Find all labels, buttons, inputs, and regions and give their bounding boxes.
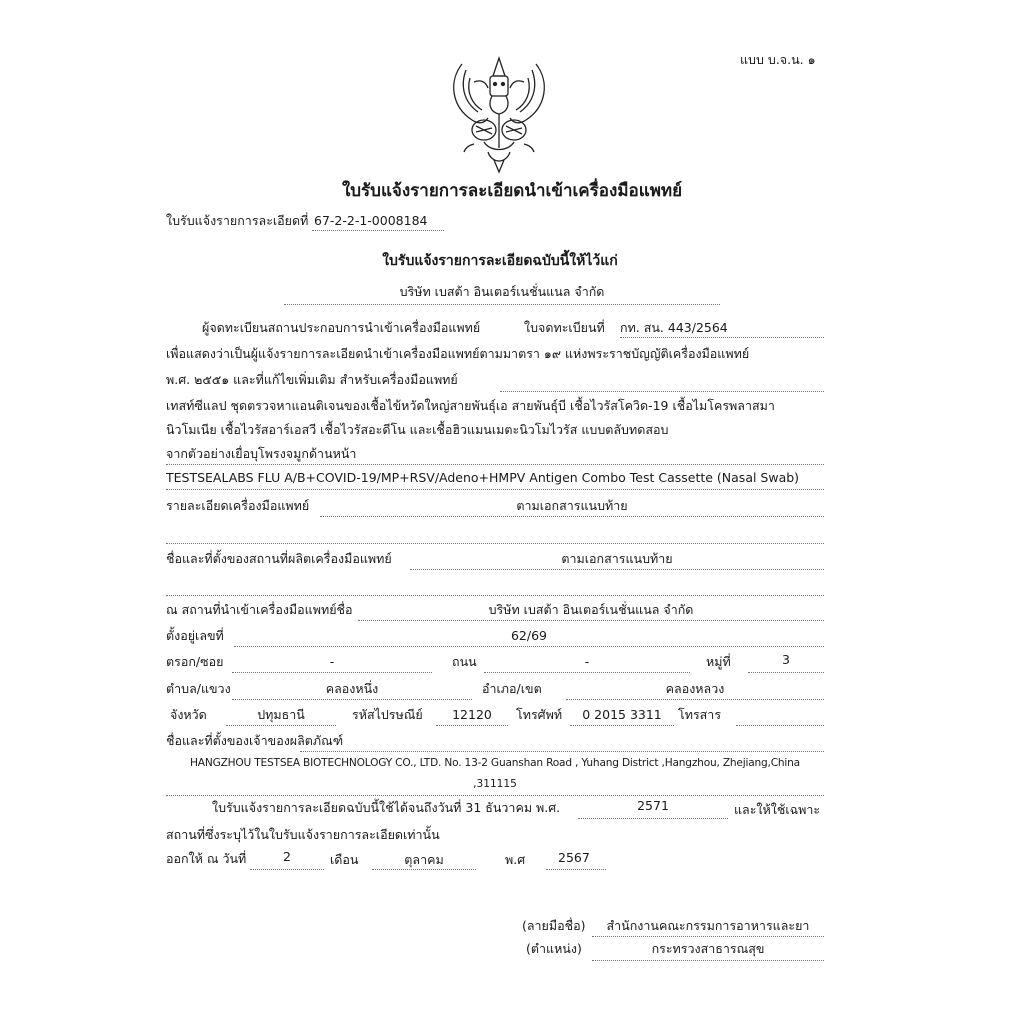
license-line [620,337,824,338]
fax-line [736,725,824,726]
import-site-label: ณ สถานที่นำเข้าเครื่องมือแพทย์ชื่อ [166,602,353,617]
statement-line-1: เพื่อแสดงว่าเป็นผู้แจ้งรายการละเอียดนำเข้าเครื่องมือแพทย์ตามมาตรา ๑๙ แห่งพระราชบัญญัติเครื่องมือแพทย์ [166,346,750,361]
position-line [592,960,824,961]
device-thai-line [166,464,824,465]
phone-line [570,725,674,726]
address-number-label: ตั้งอยู่เลขที่ [166,628,224,643]
postal-label: รหัสไปรษณีย์ [352,707,423,722]
address-number-line [234,646,824,647]
import-site-line [358,620,824,621]
device-thai-line-2: นิวโมเนีย เชื้อไวรัสอาร์เอสวี เชื้อไวรัสอะดีโน และเชื้อฮิวแมนเมตะนิวโมไวรัส แบบตลับทดสอบ [166,422,669,437]
blank-line [166,543,824,544]
validity-year-line [578,818,728,819]
validity-line-2: สถานที่ซึ่งระบุไว้ในใบรับแจ้งรายการละเอียดเท่านั้น [166,827,440,842]
phone-label: โทรศัพท์ [516,707,563,722]
position-label: (ตำแหน่ง) [526,941,582,956]
road-value: - [584,654,590,669]
license-label: ใบจดทะเบียนที่ [524,320,605,335]
manufacturer-value: ตามเอกสารแนบท้าย [561,551,673,566]
soi-label: ตรอก/ซอย [166,654,224,669]
owner-label-line [300,751,824,752]
license-value: กท. สน. 443/2564 [620,320,728,335]
device-details-line [320,516,824,517]
form-code: แบบ บ.จ.น. ๑ [740,52,816,67]
address-number-value: 62/69 [510,628,548,643]
province-value: ปทุมธานี [257,707,305,722]
issued-label: ออกให้ ณ วันที่ [166,851,247,866]
device-details-label: รายละเอียดเครื่องมือแพทย์ [166,498,310,513]
moo-line [748,672,824,673]
issued-year-line [546,869,606,870]
moo-label: หมู่ที่ [706,654,731,669]
device-english: TESTSEALABS FLU A/B+COVID-19/MP+RSV/Adeno+HMPV Antigen Combo Test Cassette (Nasal Swab) [166,470,800,485]
issued-day-line [250,869,324,870]
issued-year-label: พ.ศ [505,852,526,867]
province-line [226,725,336,726]
registrant-label: ผู้จดทะเบียนสถานประกอบการนำเข้าเครื่องมือแพทย์ [202,320,481,335]
signature-line [592,936,824,937]
phone-value: 0 2015 3311 [582,707,662,722]
district-value: คลองหลวง [665,681,725,696]
soi-value: - [329,654,335,669]
issued-month-label: เดือน [330,852,359,867]
road-line [484,672,690,673]
owner-value-line-2: ,311115 [473,778,517,790]
receipt-no-value: 67-2-2-1-0008184 [314,213,428,228]
subdistrict-value: คลองหนึ่ง [325,681,379,696]
subdistrict-label: ตำบล/แขวง [166,681,231,696]
issued-month-line [372,869,476,870]
device-thai-line-3: จากตัวอย่างเยื่อบุโพรงจมูกด้านหน้า [166,446,357,461]
device-details-value: ตามเอกสารแนบท้าย [516,498,628,513]
receipt-no-line [312,230,444,231]
manufacturer-line [410,569,824,570]
issued-month: ตุลาคม [404,852,444,867]
garuda-emblem-icon [444,52,554,174]
signature-value: สำนักงานคณะกรรมการอาหารและยา [606,918,810,933]
manufacturer-label: ชื่อและที่ตั้งของสถานที่ผลิตเครื่องมือแพทย์ [166,551,392,566]
signature-label: (ลายมือชื่อ) [522,918,586,933]
province-label: จังหวัด [170,707,207,722]
owner-value-line-1: HANGZHOU TESTSEA BIOTECHNOLOGY CO., LTD. No. 13-2 Guanshan Road , Yuhang District ,Hangzhou, Zhejiang,China [190,757,800,769]
device-english-line [166,489,824,490]
receipt-no-label: ใบรับแจ้งรายการละเอียดที่ [166,213,309,228]
subdistrict-line [232,699,472,700]
issued-to-line [284,304,720,305]
import-site-value: บริษัท เบสต้า อินเตอร์เนชั่นแนล จำกัด [488,602,694,617]
fax-label: โทรสาร [678,707,722,722]
soi-line [232,672,432,673]
issued-day: 2 [283,849,291,864]
validity-text: ใบรับแจ้งรายการละเอียดฉบับนี้ใช้ได้จนถึงวันที่ 31 ธันวาคม พ.ศ. [212,800,561,815]
validity-year: 2571 [637,798,669,813]
document-title: ใบรับแจ้งรายการละเอียดนำเข้าเครื่องมือแพทย์ [341,181,683,201]
device-thai-line-1: เทสท์ซีแลป ชุดตรวจหาแอนติเจนของเชื้อไข้หวัดใหญ่สายพันธุ์เอ สายพันธุ์บี เชื้อไวรัสโควิด-19 เชื้อไมโครพลาสมา [166,398,775,413]
issued-to-company: บริษัท เบสต้า อินเตอร์เนชั่นแนล จำกัด [399,284,605,299]
district-line [566,699,824,700]
postal-line [436,725,508,726]
road-label: ถนน [452,654,477,669]
owner-label: ชื่อและที่ตั้งของเจ้าของผลิตภัณฑ์ [166,733,344,748]
position-value: กระทรวงสาธารณสุข [651,941,765,956]
issued-year: 2567 [558,850,590,865]
moo-value: 3 [782,652,790,667]
statement-line-2: พ.ศ. ๒๕๕๑ และที่แก้ไขเพิ่มเติม สำหรับเครื่องมือแพทย์ [166,372,458,387]
statement-line [500,391,824,392]
owner-line [166,795,824,796]
postal-value: 12120 [452,707,492,722]
manufacturer-line-2 [166,595,824,596]
issued-to-heading: ใบรับแจ้งรายการละเอียดฉบับนี้ให้ไว้แก่ [382,253,618,269]
district-label: อำเภอ/เขต [482,681,542,696]
validity-suffix: และให้ใช้เฉพาะ [734,802,821,817]
